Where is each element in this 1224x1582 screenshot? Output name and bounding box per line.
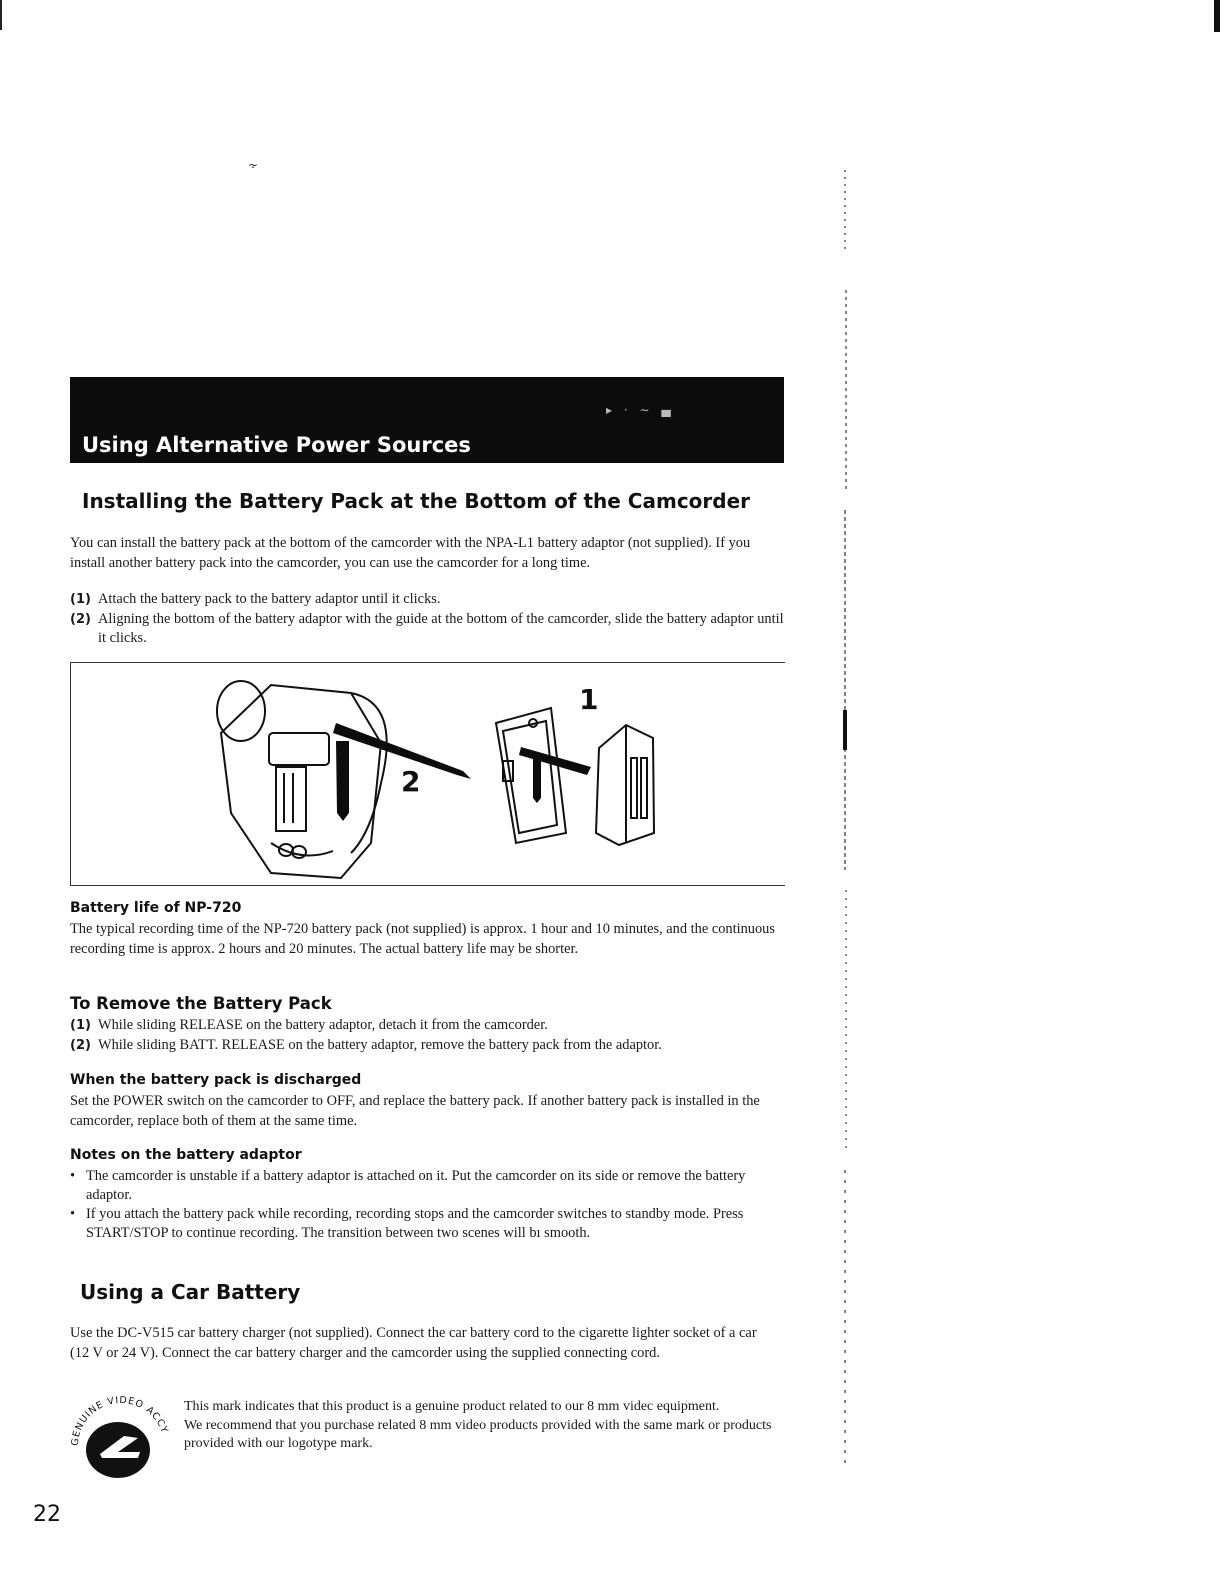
scan-edge-mark-left	[0, 0, 2, 30]
camcorder-body	[221, 685, 381, 878]
install-heading: Installing the Battery Pack at the Bottom of the Camcorder	[82, 489, 751, 513]
note-text: If you attach the battery pack while recording, recording stops and the camcorder switches to standby mode. Press START/STOP to continue recording. The transition between two scenes will bı smooth.	[86, 1206, 744, 1241]
figure-label-1: 1	[579, 683, 599, 716]
notes-heading: Notes on the battery adaptor	[70, 1147, 302, 1163]
camcorder-illustration	[71, 663, 785, 885]
step-text: Aligning the bottom of the battery adaptor with the guide at the bottom of the camcorder, slide the battery adaptor until it clicks.	[98, 610, 784, 646]
list-item	[70, 1205, 790, 1243]
arrow-1	[519, 747, 591, 775]
figure-label-2: 2	[401, 765, 421, 798]
battery-life-heading: Battery life of NP-720	[70, 900, 242, 916]
step-number: (2)	[70, 611, 91, 627]
genuine-video-accessory-logo	[66, 1390, 172, 1480]
list-item	[70, 1016, 790, 1036]
band-decoration: ▸ · ∼ ▄	[606, 403, 675, 417]
list-item	[70, 610, 790, 649]
list-item	[70, 590, 790, 610]
step-text: While sliding BATT. RELEASE on the battery adaptor, remove the battery pack from the adaptor.	[98, 1036, 662, 1053]
list-item	[70, 1167, 790, 1205]
viewfinder-eyecup	[217, 681, 265, 741]
list-item	[70, 1036, 790, 1056]
note-text: The camcorder is unstable if a battery adaptor is attached on it. Put the camcorder on its side or remove the battery adaptor.	[86, 1168, 746, 1203]
camcorder-top-plate	[269, 733, 329, 765]
remove-heading: To Remove the Battery Pack	[70, 994, 332, 1013]
installation-figure	[70, 662, 785, 886]
remove-steps	[70, 1016, 790, 1055]
scan-speck: ⸟	[248, 158, 259, 172]
step-number: (1)	[70, 592, 91, 607]
section-title: Using Alternative Power Sources	[82, 433, 471, 457]
car-battery-text: Use the DC-V515 car battery charger (not supplied). Connect the car battery cord to the cigarette lighter socket of a car (12 V or 24 V). Connect the car battery charger and the camcorder using the supplied connecting cord.	[70, 1325, 757, 1361]
page-number: 22	[33, 1502, 61, 1527]
bullet-icon: •	[70, 1168, 76, 1184]
step-text: While sliding RELEASE on the battery adaptor, detach it from the camcorder.	[98, 1017, 548, 1033]
notes-list	[70, 1167, 790, 1243]
genuine-mark-line1: This mark indicates that this product is a genuine product related to our 8 mm videc equipment.	[184, 1399, 720, 1414]
step-text: Attach the battery pack to the battery adaptor until it clicks.	[98, 591, 441, 607]
battery-adaptor	[496, 708, 566, 843]
genuine-mark-text	[184, 1398, 794, 1454]
section-header-band	[70, 377, 784, 463]
step-number: (2)	[70, 1037, 91, 1053]
bullet-icon: •	[70, 1206, 76, 1222]
car-battery-heading: Using a Car Battery	[80, 1280, 301, 1304]
battery-life-text: The typical recording time of the NP-720 battery pack (not supplied) is approx. 1 hour and 10 minutes, and the continuous recording time is approx. 2 hours and 20 minutes. The actual battery life may be shorter.	[70, 921, 775, 957]
install-steps	[70, 590, 790, 649]
camcorder-panel	[276, 767, 306, 831]
step-number: (1)	[70, 1018, 91, 1033]
logo-arc-text: GENUINE VIDEO ACCY	[69, 1394, 170, 1447]
discharged-heading: When the battery pack is discharged	[70, 1072, 362, 1088]
install-intro: You can install the battery pack at the bottom of the camcorder with the NPA-L1 battery adaptor (not supplied). If you install another battery pack into the camcorder, you can use the camcorder for a long time.	[70, 535, 751, 571]
discharged-text: Set the POWER switch on the camcorder to OFF, and replace the battery pack. If another battery pack is installed in the camcorder, replace both of them at the same time.	[70, 1093, 760, 1129]
genuine-mark-line2: We recommend that you purchase related 8 mm video products provided with the same mark or products provided with our logotype mark.	[184, 1417, 772, 1451]
scan-edge-mark-right	[1214, 0, 1220, 32]
scan-binding-edge	[842, 150, 850, 1490]
